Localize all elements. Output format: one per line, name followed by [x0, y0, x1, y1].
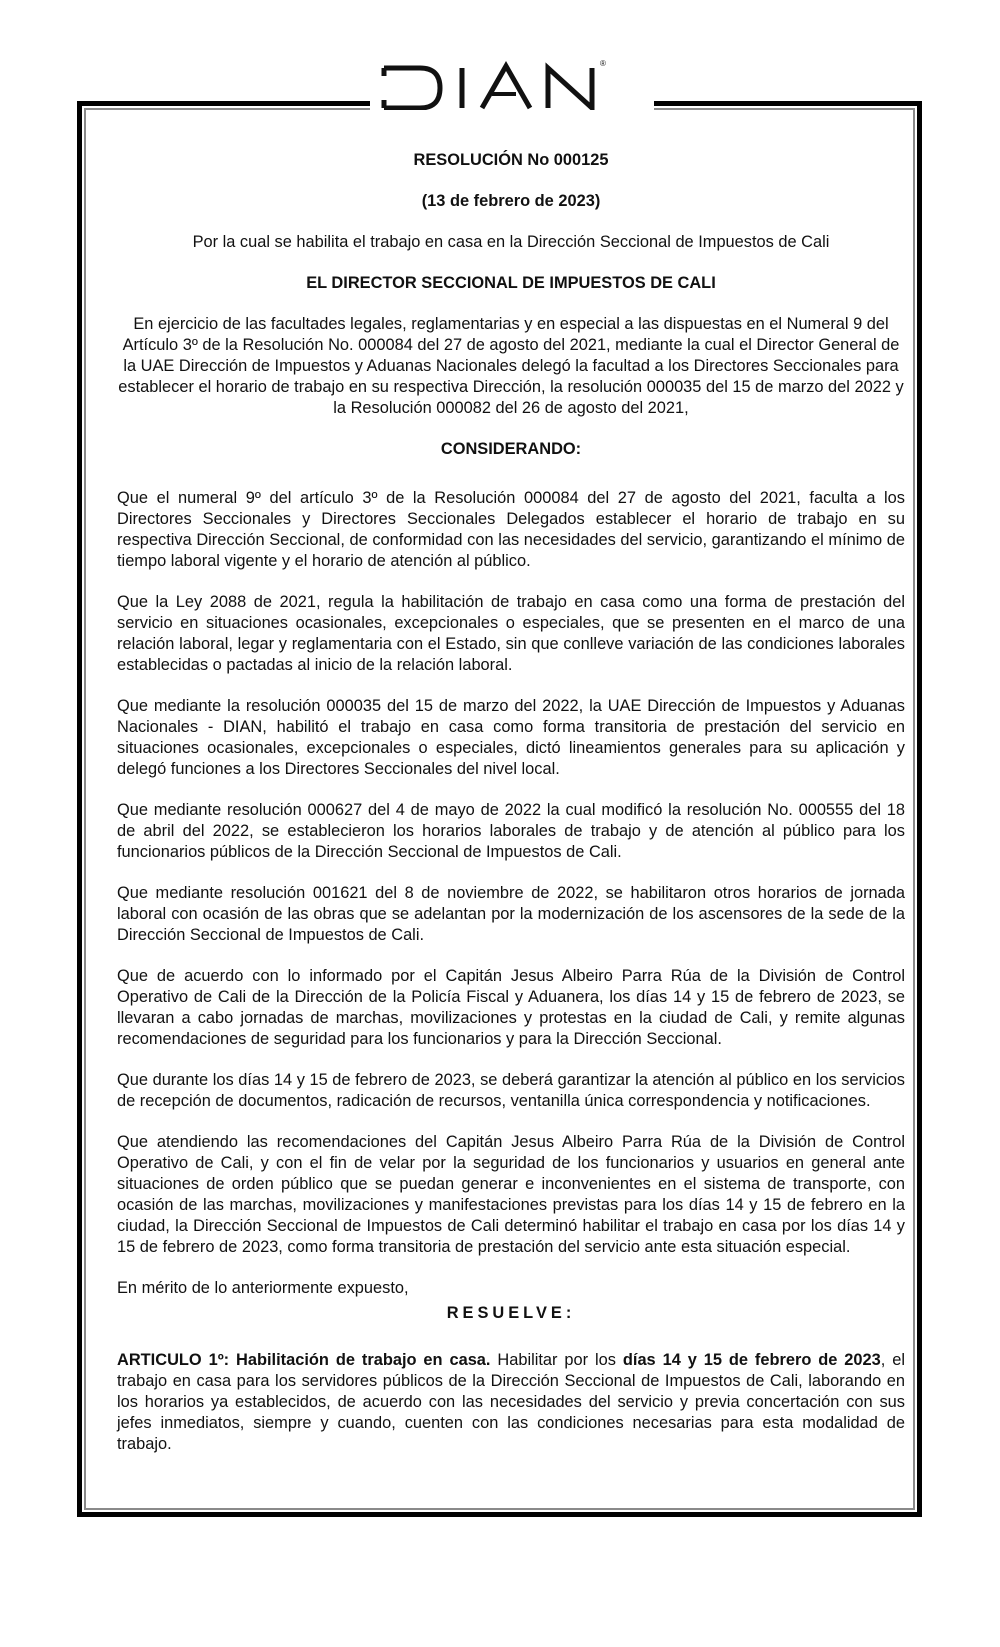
resolution-date: (13 de febrero de 2023) — [421, 192, 601, 210]
resuelve-heading: RESUELVE: — [446, 1304, 576, 1322]
consideration-6: Que de acuerdo con lo informado por el Capitán Jesus Albeiro Parra Rúa de la División de Control Operativo de Cali de la Dirección de la Policía Fiscal y Aduanera, los días 14 y 15 de febrero de 2023, se llevaran a cabo jornadas de marchas, movilizaciones y protestas en la ciudad de Cali, y remite algunas recomendaciones de seguridad para los funcionarios y para la Dirección Seccional. — [117, 967, 905, 1048]
considerando-heading: CONSIDERANDO: — [440, 440, 582, 458]
article-1 — [117, 1350, 905, 1455]
authority-heading: EL DIRECTOR SECCIONAL DE IMPUESTOS DE CALI — [306, 274, 716, 292]
consideration-5: Que mediante resolución 001621 del 8 de noviembre de 2022, se habilitaron otros horarios de jornada laboral con ocasión de las obras que se adelantan por la modernización de los ascensores de la sede de la Dirección Seccional de Impuestos de Cali. — [117, 884, 905, 944]
dian-logo — [372, 60, 654, 110]
article-1-text-a: Habilitar por los — [490, 1351, 623, 1369]
consideration-4: Que mediante resolución 000627 del 4 de mayo de 2022 la cual modificó la resolución No. 000555 del 18 de abril del 2022, se establecieron los horarios laborales de trabajo y de atención al público para los funcionarios públicos de la Dirección Seccional de Impuestos de Cali. — [117, 801, 905, 861]
consideration-2: Que la Ley 2088 de 2021, regula la habilitación de trabajo en casa como una forma de prestación del servicio en situaciones ocasionales, excepcionales o especiales, que se presenten en el marco de una relación laboral, legar y reglamentaria con el Estado, sin que conlleve variación de las condiciones laborales establecidas o pactadas al inicio de la relación laboral. — [117, 593, 905, 674]
consideration-8: Que atendiendo las recomendaciones del Capitán Jesus Albeiro Parra Rúa de la División de Control Operativo de Cali, y con el fin de velar por la seguridad de los funcionarios y usuarios en general ante situaciones de orden público que se puedan generar e inconvenientes en el sistema de transporte, con ocasión de las marchas, movilizaciones y manifestaciones previstas para los días 14 y 15 de febrero en la ciudad, la Dirección Seccional de Impuestos de Cali determinó habilitar el trabajo en casa por los días 14 y 15 de febrero de 2023, como forma transitoria de prestación del servicio ante esta situación especial. — [117, 1133, 905, 1256]
consideration-1: Que el numeral 9º del artículo 3º de la Resolución 000084 del 27 de agosto del 2021, faculta a los Directores Seccionales y Directores Seccionales Delegados establecer el horario de trabajo en su respectiva Dirección Seccional, de conformidad con las necesidades del servicio, garantizando el mínimo de tiempo laboral vigente y el horario de atención al público. — [117, 489, 905, 570]
preamble: En ejercicio de las facultades legales, reglamentarias y en especial a las dispuestas en el Numeral 9 del Artículo 3º de la Resolución No. 000084 del 27 de agosto del 2021, mediante la cual el Director General de la UAE Dirección de Impuestos y Aduanas Nacionales delegó la facultad a los Directores Seccionales para establecer el horario de trabajo en su respectiva Dirección, la resolución 000035 del 15 de marzo del 2022 y la Resolución 000082 del 26 de agosto del 2021, — [118, 315, 904, 417]
consideration-7: Que durante los días 14 y 15 de febrero de 2023, se deberá garantizar la atención al público en los servicios de recepción de documentos, radicación de recursos, ventanilla única correspondencia y notificaciones. — [117, 1071, 905, 1110]
dian-logo-icon — [378, 60, 648, 110]
document-body — [117, 150, 905, 1475]
resolution-subject: Por la cual se habilita el trabajo en casa en la Dirección Seccional de Impuestos de Cali — [192, 233, 830, 251]
article-1-dates: días 14 y 15 de febrero de 2023 — [622, 1351, 881, 1369]
resolution-title: RESOLUCIÓN No 000125 — [413, 151, 609, 169]
article-1-text-b: , el trabajo en casa para los servidores públicos de la Dirección Seccional de Impuestos de Cali, laborando en los horarios ya establecidos, de acuerdo con las necesidades del servicio y previa concertación con sus jefes inmediatos, siempre y cuando, cuenten con las condiciones necesarias para esta modalidad de trabajo. — [117, 1351, 905, 1453]
merit-line: En mérito de lo anteriormente expuesto, — [117, 1279, 409, 1297]
article-1-label: ARTICULO 1º: Habilitación de trabajo en casa. — [117, 1351, 491, 1369]
registered-mark: ® — [600, 60, 606, 68]
header — [0, 60, 1000, 110]
consideration-3: Que mediante la resolución 000035 del 15 de marzo del 2022, la UAE Dirección de Impuestos y Aduanas Nacionales - DIAN, habilitó el trabajo en casa como forma transitoria de prestación del servicio en situaciones ocasionales, excepcionales o especiales, dictó lineamientos generales para su aplicación y delegó funciones a los Directores Seccionales del nivel local. — [117, 697, 905, 778]
